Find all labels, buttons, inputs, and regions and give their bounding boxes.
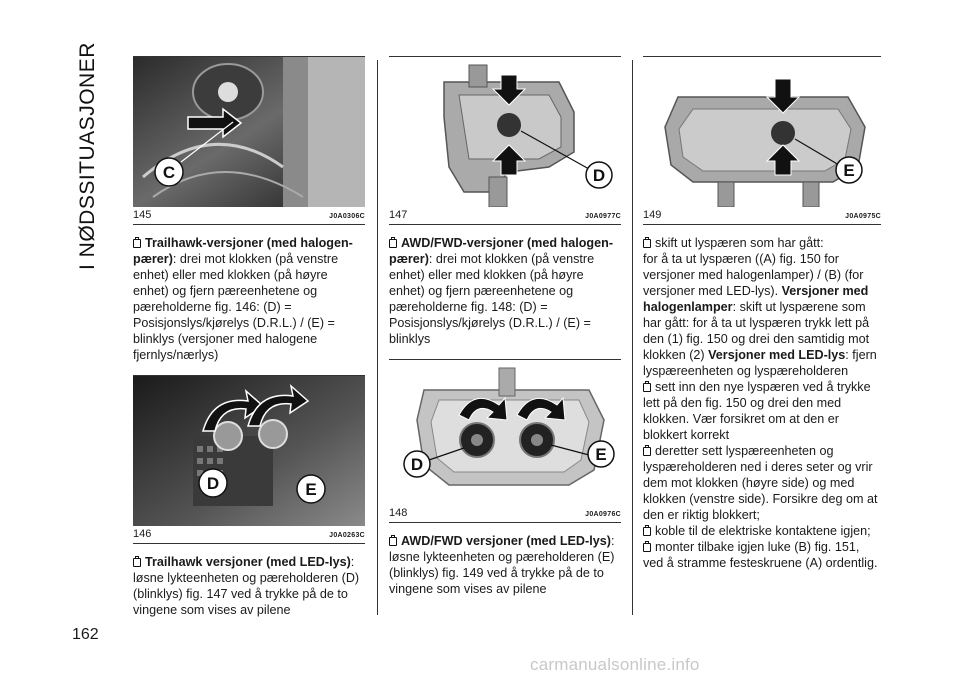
figure-147-drawing <box>389 57 621 207</box>
figure-number: 147 <box>389 209 408 221</box>
bullet-icon <box>643 447 651 456</box>
bullet-icon <box>643 239 651 248</box>
paragraph: Trailhawk-versjoner (med halogen-pærer): drei mot klokken (på venstre enhet) eller med klokken (på høyre enhet) og fjern pæreenhetene og pæreholderne fig. 146: (D) = Posisjonslys/kjørelys (D.R.L.) / (E) = blinklys (versjoner med halogene fjernlys/nærlys) <box>133 236 353 362</box>
figure-label: E <box>595 445 607 464</box>
watermark: carmanualsonline.info <box>530 655 700 674</box>
bullet-icon <box>133 558 141 567</box>
figure-code: J0A0263C <box>329 532 365 539</box>
bullet-icon <box>389 239 397 248</box>
figure-code: J0A0975C <box>845 213 881 220</box>
bullet-icon <box>643 527 651 536</box>
figure-149-drawing <box>643 57 881 207</box>
figure-label: D <box>206 474 220 493</box>
figure-label: E <box>843 161 855 180</box>
figure-label: C <box>162 163 176 182</box>
figure-number: 149 <box>643 209 662 221</box>
column-divider <box>377 60 378 615</box>
column-3 <box>643 56 881 583</box>
bullet-icon <box>389 537 397 546</box>
figure-label: D <box>592 166 606 185</box>
paragraph: AWD/FWD versjoner (med LED-lys): løsne lykteenheten og pæreholderen (E) (blinklys) fig. 149 ved å trykke på de to vingene som vises av pilene <box>389 534 615 596</box>
figure-caption <box>133 526 365 544</box>
column-2 <box>389 56 621 609</box>
section-title: I NØDSSITUASJONER <box>76 42 99 270</box>
column-1 <box>133 56 365 630</box>
figure-caption <box>133 207 365 225</box>
figure-label: D <box>410 455 424 474</box>
figure-label: E <box>305 480 317 499</box>
figure-146-photo <box>133 376 365 526</box>
figure-number: 145 <box>133 209 152 221</box>
page-number: 162 <box>72 626 99 643</box>
bullet-icon <box>643 543 651 552</box>
paragraph: AWD/FWD-versjoner (med halogen-pærer): drei mot klokken (på venstre enhet) eller med klokken (på høyre enhet) og fjern pæreenhetene og pæreholderne fig. 148: (D) = Posisjonslys/kjørelys (D.R.L.) / (E) = blinklys <box>389 236 614 346</box>
figure-148-drawing <box>389 360 621 505</box>
bullet-icon <box>643 383 651 392</box>
figure-number: 146 <box>133 528 152 540</box>
figure-caption <box>389 207 621 225</box>
figure-number: 148 <box>389 507 408 519</box>
column-divider <box>632 60 633 615</box>
figure-145-photo <box>133 57 365 207</box>
figure-code: J0A0976C <box>585 511 621 518</box>
bullet-icon <box>133 239 141 248</box>
figure-caption <box>643 207 881 225</box>
figure-caption <box>389 505 621 523</box>
figure-code: J0A0306C <box>329 213 365 220</box>
instruction-list: skift ut lyspæren som har gått: for å ta ut lyspæren ((A) fig. 150 for versjoner med halogenlamper) / (B) (for versjoner med LED-lys). Versjoner med halogenlamper: skift ut lyspærene som har gått: for å ta ut lyspæren trykk lett på den (1) fig. 150 og drei den samtidig mot klokken (2) Versjoner med LED-lys: fjern lyspæreenheten og lyspæreholderen sett inn den nye lyspæren ved å trykke lett på den fig. 150 og drei den med klokken. Vær forsikret om at den er blokkert korrekt deretter sett lyspæreenheten og lyspæreholderen ned i deres seter og vrir dem mot klokken (høyre side) og med klokken (venstre side). Forsikre deg om at den er riktig blokkert; koble til de elektriske kontaktene igjen; monter tilbake igjen luke (B) fig. 151, ved å stramme festeskruene (A) ordentlig. <box>643 236 878 570</box>
figure-code: J0A0977C <box>585 213 621 220</box>
paragraph: Trailhawk versjoner (med LED-lys): løsne lykteenheten og pæreholderen (D) (blinklys) fig. 147 ved å trykke på de to vingene som vises av pilene <box>133 555 360 617</box>
